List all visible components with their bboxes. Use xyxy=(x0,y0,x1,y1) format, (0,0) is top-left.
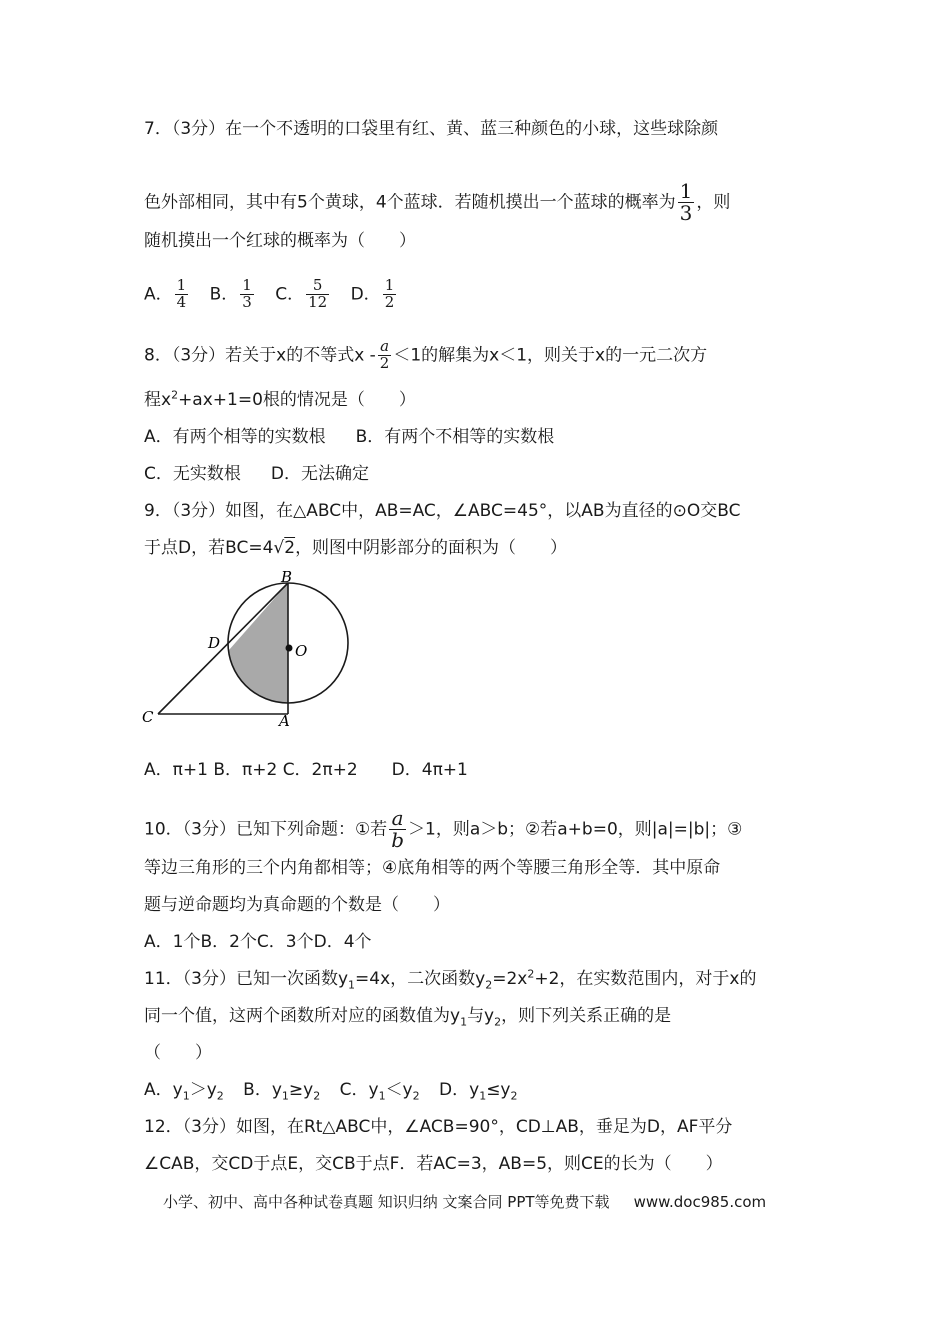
footer-text: 小学、初中、高中各种试卷真题 知识归纳 文案合同 PPT等免费下载 xyxy=(163,1193,610,1211)
q11-line-2: 同一个值，这两个函数所对应的函数值为$y_1$与$y_2$，则下列关系正确的是 xyxy=(144,1006,672,1029)
label-c: C xyxy=(142,708,154,726)
q11-option-c: C．$y_1<y_2$ xyxy=(339,1080,420,1103)
label-b: B xyxy=(281,568,293,586)
q7-line-2 xyxy=(144,181,730,224)
q7-line-2-text: 色外部相同，其中有5个黄球，4个蓝球．若随机摸出一个蓝球的概率为 xyxy=(144,192,676,213)
label-a: A xyxy=(279,712,290,730)
q7-option-c: C． $\frac{5}{12}$ xyxy=(275,276,328,311)
q7-line-2-end: ，则 xyxy=(696,192,731,213)
q11-option-b: B．$y_1\ge y_2$ xyxy=(243,1080,321,1103)
q12-line-1: 12．（3分）如图，在Rt△ABC中，∠ACB=90°，CD⊥AB，垂足为D，AF平分 xyxy=(144,1117,733,1137)
q7-option-d: D． $\frac{1}{2}$ xyxy=(350,276,395,311)
label-o: O xyxy=(295,642,308,660)
q7-line-3: 随机摸出一个红球的概率为（ ） xyxy=(144,231,416,251)
q9-line-1: 9．（3分）如图，在△ABC中，AB=AC，∠ABC=45°，以AB为直径的⊙O交BC xyxy=(144,501,741,521)
q9-options: A．π+1 B．π+2 C．2π+2 D．4π+1 xyxy=(144,760,468,780)
q10-fraction: $\frac{a}{b}$ xyxy=(391,806,404,852)
shaded-region xyxy=(229,583,288,703)
q10-options: A．1个B．2个C．3个D．4个 xyxy=(144,932,372,952)
q7-options xyxy=(144,278,398,311)
q8-option-d: D．无法确定 xyxy=(270,464,369,484)
q10-line-1: 10．（3分）已知下列命题：①若 $\frac{a}{b}$ ＞1，则a＞b；②若a+b=0，则|a|=|b|；③ xyxy=(144,806,743,852)
q8-options-cd xyxy=(144,463,369,485)
q7-option-b: B． $\frac{1}{3}$ xyxy=(209,276,252,311)
q7-option-a: A． $\frac{1}{4}$ xyxy=(144,276,187,311)
q8-line-1 xyxy=(144,339,707,372)
q9-line-2: 于点D，若BC=4√2，则图中阴影部分的面积为（ ） xyxy=(144,538,568,558)
q8-line-2: 程$x^2+ax+1=0$根的情况是（ ） xyxy=(144,388,416,410)
label-d: D xyxy=(208,634,221,652)
footer-site-link[interactable]: www.doc985.com xyxy=(633,1193,767,1211)
sqrt-symbol: √ xyxy=(273,538,285,558)
q7-line-1: 7．（3分）在一个不透明的口袋里有红、黄、蓝三种颜色的小球，这些球除颜 xyxy=(144,119,719,139)
q8-option-c: C．无实数根 xyxy=(144,464,241,484)
q8-fraction: $\frac{a}{2}$ xyxy=(379,337,390,372)
q8-option-b: B．有两个不相等的实数根 xyxy=(355,427,555,447)
page-footer xyxy=(163,1192,766,1212)
q11-option-a: A．$y_1>y_2$ xyxy=(144,1080,224,1103)
q8-line-1-text: 8．（3分）若关于x的不等式x - xyxy=(144,345,376,366)
q9-figure xyxy=(136,566,366,736)
q11-line-1: 11．（3分）已知一次函数$y_1=4x$，二次函数$y_2=2x^2+2$，在实数范围内，对于x的 xyxy=(144,967,757,992)
q8-options-ab xyxy=(144,426,554,448)
q8-option-a: A．有两个相等的实数根 xyxy=(144,427,326,447)
q11-options xyxy=(144,1079,518,1101)
q7-fraction: $\frac{1}{3}$ xyxy=(679,179,693,225)
q11-line-3: （ ） xyxy=(144,1043,212,1063)
q10-line-2: 等边三角形的三个内角都相等；④底角相等的两个等腰三角形全等．其中原命 xyxy=(144,858,721,878)
q11-option-d: D．$y_1\le y_2$ xyxy=(439,1080,518,1103)
q12-line-2: ∠CAB，交CD于点E，交CB于点F．若AC=3，AB=5，则CE的长为（ ） xyxy=(144,1154,723,1174)
q8-line-1-end: ＜1的解集为x＜1，则关于x的一元二次方 xyxy=(393,345,708,366)
center-point-o xyxy=(286,645,293,652)
q10-line-3: 题与逆命题均为真命题的个数是（ ） xyxy=(144,895,450,915)
